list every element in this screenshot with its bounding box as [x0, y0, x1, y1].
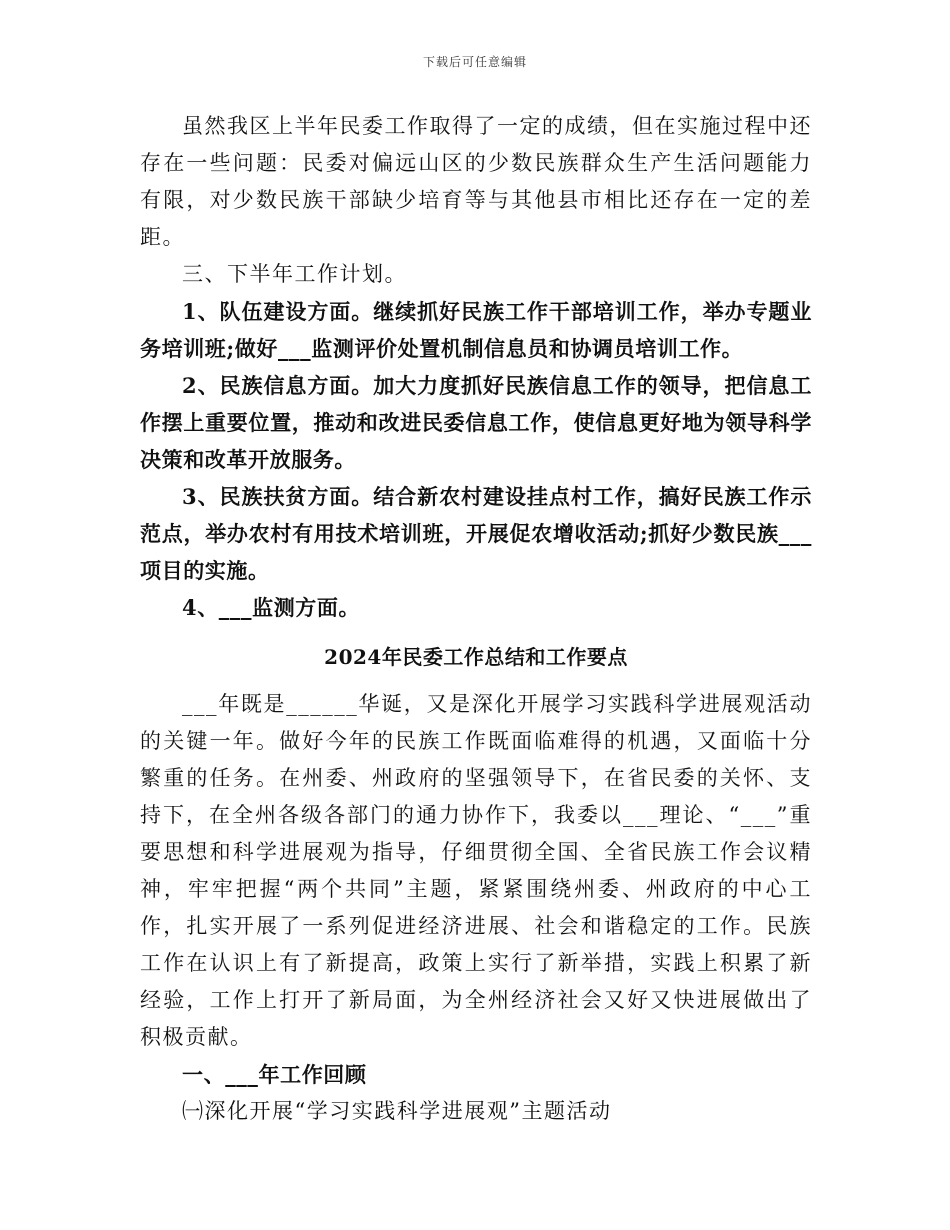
subheading-study-practice: ㈠深化开展“学习实践科学进展观”主题活动	[182, 1099, 612, 1123]
document-title: 2024年民委工作总结和工作要点	[324, 645, 628, 669]
paragraph-intro: ___年既是______华诞，又是深化开展学习实践科学进展观活动的关键一年。做好今年的民族工作既面临难得的机遇，又面临十分繁重的任务。在州委、州政府的坚强领导下，在省民委的关怀、支持下，在全州各级各部门的通力协作下，我委以___理论、“___”重要思想和科学进展观为指导，仔细贯彻全国、全省民族工作会议精神，牢牢把握“两个共同”主题，紧紧围绕州委、州政府的中心工作，扎实开展了一系列促进经济进展、社会和谐稳定的工作。民族工作在认识上有了新提高，政策上实行了新举措，实践上积累了新经验，工作上打开了新局面，为全州经济社会又好又快进展做出了积极贡献。	[140, 692, 812, 1049]
plan-item-3: 3、民族扶贫方面。结合新农村建设挂点村工作，搞好民族工作示范点，举办农村有用技术培训班，开展促农增收活动;抓好少数民族___项目的实施。	[140, 484, 812, 583]
page-header-note: 下载后可任意编辑	[422, 55, 527, 69]
heading-second-half-plan: 三、下半年工作计划。	[182, 262, 407, 286]
plan-item-1: 1、队伍建设方面。继续抓好民族工作干部培训工作，举办专题业务培训班;做好___监测评价处置机制信息员和协调员培训工作。	[140, 299, 812, 361]
plan-item-2: 2、民族信息方面。加大力度抓好民族信息工作的领导，把信息工作摆上重要位置，推动和改进民委信息工作，使信息更好地为领导科学决策和改革开放服务。	[140, 373, 812, 472]
plan-item-4: 4、___监测方面。	[182, 595, 361, 620]
document-body	[140, 108, 812, 1130]
paragraph-problems: 虽然我区上半年民委工作取得了一定的成绩，但在实施过程中还存在一些问题：民委对偏远山区的少数民族群众生产生活问题能力有限，对少数民族干部缺少培育等与其他县市相比还存在一定的差距。	[140, 114, 812, 249]
heading-year-review: 一、___年工作回顾	[182, 1062, 367, 1087]
